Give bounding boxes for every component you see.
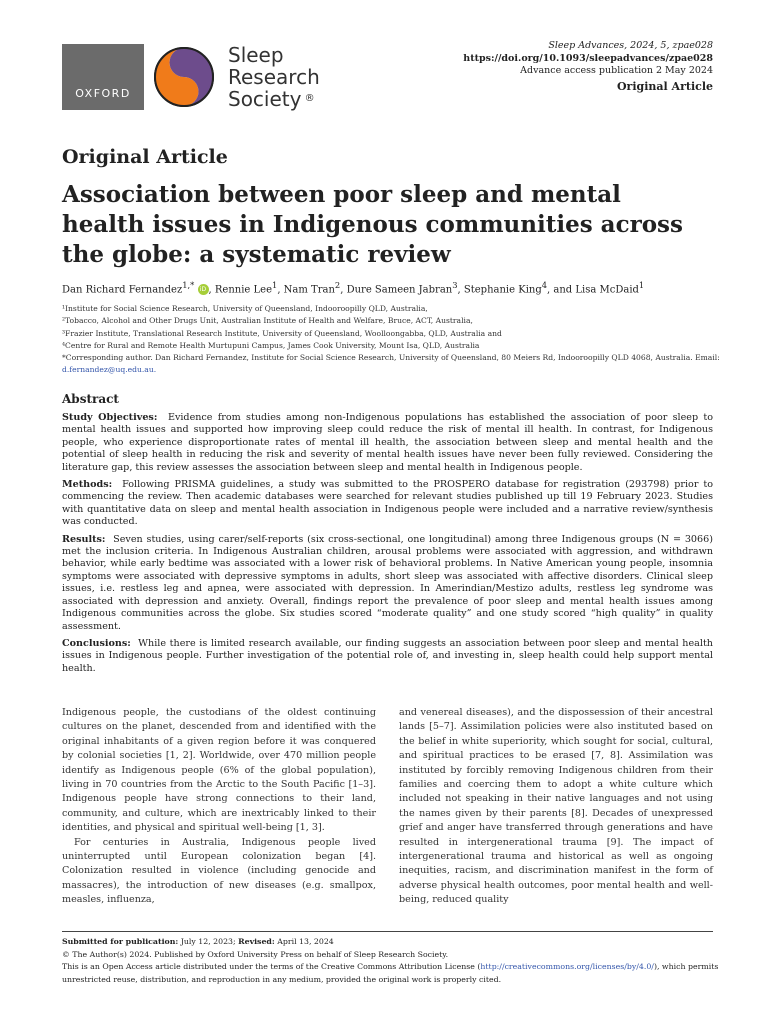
author-name[interactable]: Nam Tran bbox=[283, 284, 335, 296]
advance-access: Advance access publication 2 May 2024 bbox=[520, 65, 713, 76]
author-name[interactable]: Dure Sameen Jabran bbox=[346, 284, 453, 296]
author-name[interactable]: Rennie Lee bbox=[214, 284, 272, 296]
article-title: Association between poor sleep and mental health issues in Indigenous communities across the globe: a systematic review bbox=[62, 181, 683, 268]
submission-dates: Submitted for publication: July 12, 2023; Revised: April 13, 2024 bbox=[62, 937, 334, 946]
footer-notes bbox=[62, 936, 722, 986]
affiliation-item: ³Frazier Institute, Translational Research Institute, University of Queensland, Woolloongabba, QLD, Australia and bbox=[62, 328, 502, 338]
abstract-body bbox=[62, 412, 713, 680]
author-name[interactable]: Lisa McDaid bbox=[575, 284, 639, 296]
email-link[interactable]: d.fernandez@uq.edu.au. bbox=[62, 365, 157, 375]
footer-divider bbox=[62, 931, 713, 932]
abstract-heading: Abstract bbox=[62, 392, 119, 406]
body-paragraph: For centuries in Australia, Indigenous people lived uninterrupted until European colonization began [4]. Colonization resulted in violence (including genocide and massacres), the introduction of new diseases (e.g. smallpox, measles, influenza, bbox=[62, 836, 376, 906]
author-name[interactable]: Dan Richard Fernandez bbox=[62, 284, 183, 296]
body-column-right bbox=[399, 706, 713, 908]
journal-citation: Sleep Advances, 2024, 5, zpae028 bbox=[548, 40, 713, 51]
journal-meta bbox=[463, 40, 713, 93]
oxford-logo bbox=[62, 44, 144, 110]
abstract-conclusions: Conclusions: While there is limited research available, our finding suggests an association between poor sleep and mental health issues in Indigenous people. Further investigation of the potential role of, and investing in, sleep health could help support mental health. bbox=[62, 637, 713, 674]
body-column-left bbox=[62, 706, 376, 908]
author-name[interactable]: Stephanie King bbox=[463, 284, 542, 296]
oxford-logo-text: OXFORD bbox=[75, 87, 131, 100]
society-name: Sleep Research Society ® bbox=[228, 43, 320, 111]
affiliation-item: ⁴Centre for Rural and Remote Health Murtupuni Campus, James Cook University, Mount Isa, QLD, Australia bbox=[62, 340, 480, 350]
affiliation-item: ²Tobacco, Alcohol and Other Drugs Unit, Australian Institute of Health and Welfare, Bruce, ACT, Australia, bbox=[62, 316, 473, 326]
correspondence: *Corresponding author. Dan Richard Fernandez, Institute for Social Science Research, University of Queensland, 80 Meiers Rd, Indooroopilly QLD 4068, Australia. Email: d.fernandez@uq.edu.au. bbox=[62, 353, 720, 375]
affiliations bbox=[62, 303, 722, 352]
license-link[interactable]: http://creativecommons.org/licenses/by/4.0/ bbox=[480, 962, 654, 971]
abstract-methods: Methods: Following PRISMA guidelines, a study was submitted to the PROSPERO database for registration (293798) prior to commencing the review. Then academic databases were searched for relevant studies published up till 19 February 2023. Studies with quantitative data on sleep and mental health association in Indigenous people were included and a narrative review/synthesis was conducted. bbox=[62, 479, 714, 528]
affiliation-item: ¹Institute for Social Science Research, University of Queensland, Indooroopilly QLD, Australia, bbox=[62, 304, 428, 313]
copyright-line: © The Author(s) 2024. Published by Oxford University Press on behalf of Sleep Research Society. bbox=[62, 949, 449, 959]
abstract-objectives: Study Objectives: Evidence from studies among non-Indigenous populations has established the association of poor sleep to mental health issues and supported how improving sleep could reduce the risk of mental ill health. In contrast, for Indigenous people, who experience disproportionate rates of mental ill health, the association between sleep and mental health and the potential of sleep health in reducing the risk and severity of mental health issues have never been fully reviewed. Considering the literature gap, this review assesses the association between sleep and mental health in Indigenous people. bbox=[62, 412, 714, 473]
author-list: Dan Richard Fernandez$^{1,*}$ iD , Rennie Lee$^1$, Nam Tran$^2$, Dure Sameen Jabran$^3$, Stephanie King$^4$, and Lisa McDaid$^1$ bbox=[62, 280, 645, 296]
doi-link[interactable]: https://doi.org/10.1093/sleepadvances/zpae028 bbox=[463, 52, 713, 64]
abstract-results: Results: Seven studies, using carer/self-reports (six cross-sectional, one longitudinal) among three Indigenous groups (N = 3066) met the inclusion criteria. In Indigenous Australian children, arousal problems were associated with aggression, and withdrawn behavior, while early bedtime was associated with a lower risk of behavioral problems. In Native American young people, insomnia symptoms were associated with depressive symptoms in adults, short sleep was associated with affective disorders. Clinical sleep issues, i.e. restless leg and apnea, were associated with depression. In Amerindian/Mestizo adults, restless leg syndrome was associated with depression and anxiety. Overall, findings report the prevalence of poor sleep and mental health issues among Indigenous communities across the globe. Six studies scored “moderate quality” and one study scored “high quality” in quality assessment. bbox=[62, 533, 713, 632]
orcid-icon[interactable]: iD bbox=[198, 284, 209, 295]
article-type: Original Article bbox=[616, 79, 713, 93]
section-label: Original Article bbox=[62, 146, 228, 168]
license-text: This is an Open Access article distributed under the terms of the Creative Commons Attribution License (http://creativecommons.org/licenses/by/4.0/), which permits unrestricted reuse, distribution, and reproduction in any medium, provided the original work is properly cited. bbox=[62, 962, 719, 984]
srs-logo-icon bbox=[154, 44, 214, 110]
body-paragraph: Indigenous people, the custodians of the oldest continuing cultures on the planet, descended from and identified with the original inhabitants of a given region before it was conquered by colonial societies [1, 2]. Worldwide, over 470 million people identify as Indigenous people (6% of the global population), living in 70 countries from the Arctic to the South Pacific [1–3]. Indigenous people have strong connections to their land, community, and culture, which are inextricably linked to their identities, and physical and spiritual well-being [1, 3]. bbox=[62, 707, 376, 834]
body-paragraph: and venereal diseases), and the dispossession of their ancestral lands [5–7]. Assimilation policies were also instituted based on the belief in white superiority, which sought for social, cultural, and spiritual practices to be erased [7, 8]. Assimilation was instituted by forcibly removing Indigenous children from their families and coercing them to adopt a white culture which included not speaking in their native languages and not using the names given by their parents [8]. Decades of unexpressed grief and anger have transferred through generations and have resulted in intergenerational trauma [9]. The impact of intergenerational trauma and historical as well as ongoing inequities, racism, and discrimination manifest in the form of adverse physical health outcomes, poor mental health and well-being, reduced quality bbox=[399, 707, 713, 906]
